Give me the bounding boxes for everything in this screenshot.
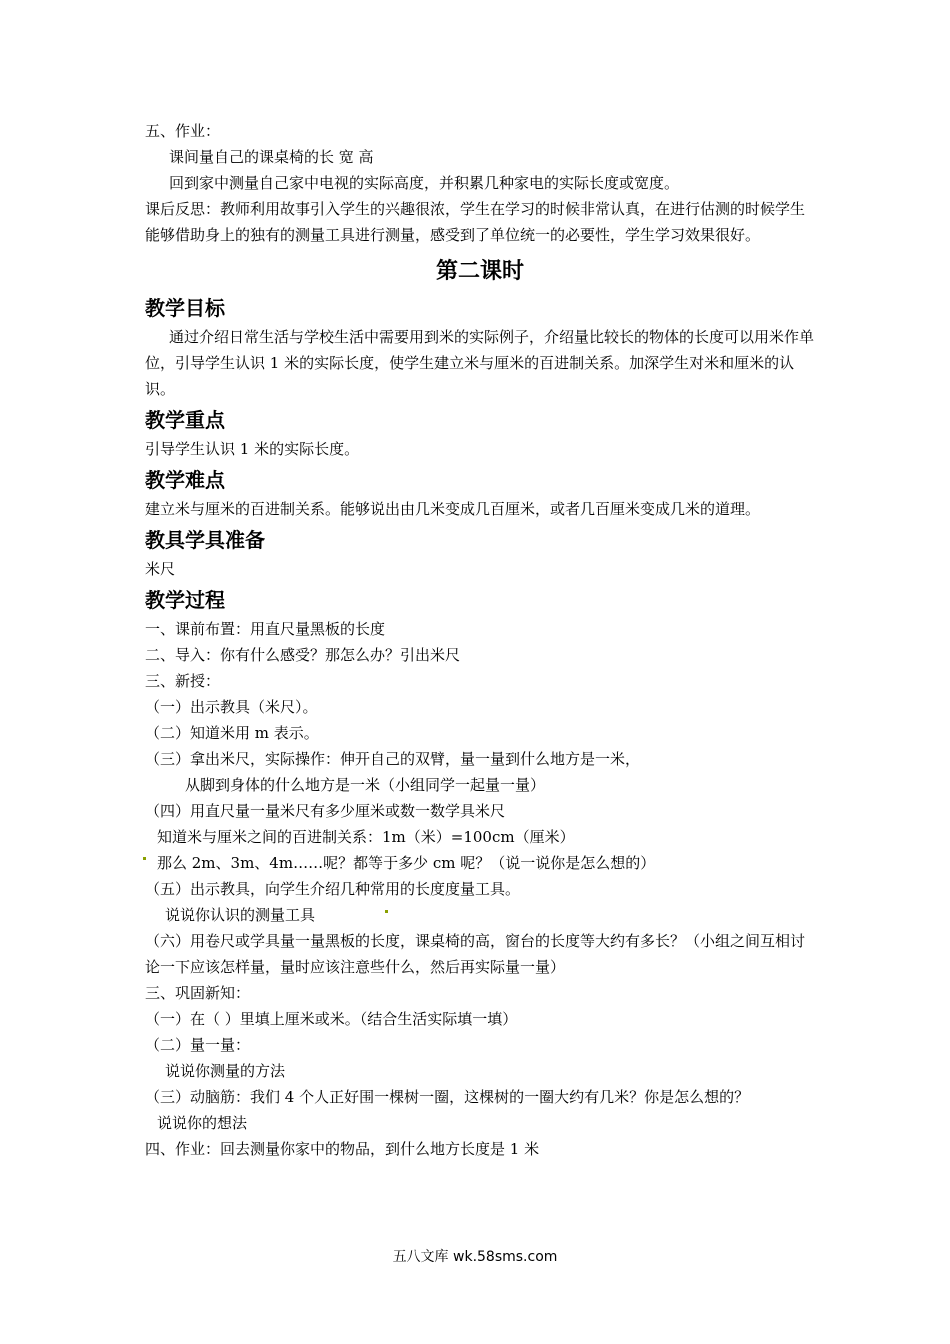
process-line: 三、巩固新知： [145, 984, 251, 1002]
difficult-text: 建立米与厘米的百进制关系。能够说出由几米变成几百厘米，或者几百厘米变成几米的道理。 [145, 500, 761, 518]
process-line: （六）用卷尺或学具量一量黑板的长度，课桌椅的高，窗台的长度等大约有多长？（小组之间互相讨论一下应该怎样量，量时应该注意些什么，然后再实际量一量） [145, 932, 806, 976]
process-line: （三）动脑筋：我们 4 个人正好围一棵树一圈，这棵树的一圈大约有几米？你是怎么想的？ [145, 1088, 750, 1106]
process-line: 说说你认识的测量工具 [165, 906, 316, 924]
process-line: 三、新授： [145, 672, 221, 690]
reflection-paragraph: 课后反思：教师利用故事引入学生的兴趣很浓，学生在学习的时候非常认真，在进行估测的时候学生能够借助身上的独有的测量工具进行测量，感受到了单位统一的必要性，学生学习效果很好。 [145, 200, 806, 244]
homework-heading: 五、作业： [145, 122, 221, 140]
goal-heading: 教学目标 [145, 296, 225, 320]
process-line: （三）拿出米尺，实际操作：伸开自己的双臂，量一量到什么地方是一米， [145, 750, 641, 768]
process-line: （二）量一量： [145, 1036, 251, 1054]
process-line: （一）在（ ）里填上厘米或米。（结合生活实际填一填） [145, 1010, 518, 1028]
process-line: 一、课前布置：用直尺量黑板的长度 [145, 620, 386, 638]
goal-text: 通过介绍日常生活与学校生活中需要用到米的实际例子，介绍量比较长的物体的长度可以用米作单位，引导学生认识 1 米的实际长度，使学生建立米与厘米的百进制关系。加深学生对米和厘米的认识。 [145, 328, 815, 398]
process-line: 知道米与厘米之间的百进制关系：1m（米）=100cm（厘米） [157, 828, 575, 846]
process-line: 四、作业：回去测量你家中的物品，到什么地方长度是 1 米 [145, 1140, 540, 1158]
process-line: （一）出示教具（米尺）。 [145, 698, 318, 716]
process-line: （四）用直尺量一量米尺有多少厘米或数一数学具米尺 [145, 802, 506, 820]
process-line: 二、导入：你有什么感受？那怎么办？引出米尺 [145, 646, 461, 664]
key-heading: 教学重点 [145, 408, 225, 432]
tools-heading: 教具学具准备 [145, 528, 265, 552]
homework-line-1: 课间量自己的课桌椅的长 宽 高 [169, 148, 374, 166]
process-line: （二）知道米用 m 表示。 [145, 724, 319, 742]
difficult-heading: 教学难点 [145, 468, 225, 492]
process-line: 从脚到身体的什么地方是一米（小组同学一起量一量） [185, 776, 546, 794]
process-line: 说说你测量的方法 [165, 1062, 286, 1080]
lesson-title: 第二课时 [435, 259, 524, 284]
process-line: 那么 2m、3m、4m……呢？都等于多少 cm 呢？（说一说你是怎么想的） [157, 854, 656, 872]
process-heading: 教学过程 [145, 588, 225, 612]
stray-mark [385, 910, 388, 913]
process-line: （五）出示教具，向学生介绍几种常用的长度度量工具。 [145, 880, 521, 898]
homework-line-2: 回到家中测量自己家中电视的实际高度，并积累几种家电的实际长度或宽度。 [169, 174, 680, 192]
stray-mark [143, 857, 146, 860]
watermark-footer: 五八文库 wk.58sms.com [392, 1249, 558, 1265]
process-line: 说说你的想法 [157, 1114, 248, 1132]
document-page [145, 118, 815, 1162]
tools-text: 米尺 [145, 560, 176, 578]
key-text: 引导学生认识 1 米的实际长度。 [145, 440, 360, 458]
